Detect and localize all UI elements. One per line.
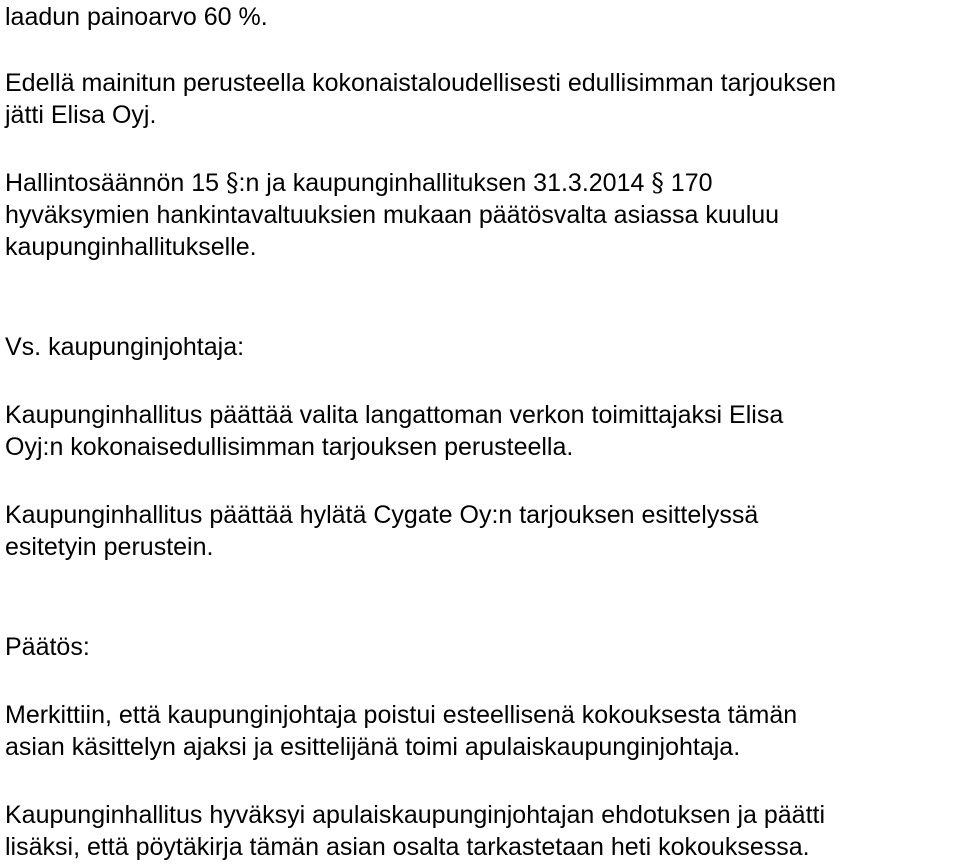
text-line: Edellä mainitun perusteella kokonaistaloudellisesti edullisimman tarjouksen	[5, 69, 837, 97]
paragraph-spacer	[5, 363, 955, 399]
text-line: lisäksi, että pöytäkirja tämän asian osalta tarkastetaan heti kokouksessa.	[5, 833, 810, 861]
text-line: Kaupunginhallitus päättää hylätä Cygate Oy:n tarjouksen esittelyssä	[5, 501, 759, 529]
paragraph-proposal-select	[5, 399, 955, 463]
heading-decision	[5, 631, 955, 663]
paragraph-spacer	[5, 33, 955, 67]
text-line: kaupunginhallitukselle.	[5, 233, 257, 261]
paragraph-spacer	[5, 131, 955, 167]
text-fragment: Hallintosäännön 15	[5, 169, 220, 197]
paragraph-weighting	[5, 1, 955, 33]
text-line: Kaupunginhallitus hyväksyi apulaiskaupunginjohtajan ehdotuksen ja päätti	[5, 801, 826, 829]
text-line: Kaupunginhallitus päättää valita langattoman verkon toimittajaksi Elisa	[5, 401, 784, 429]
document-page	[5, 1, 955, 863]
paragraph-spacer	[5, 663, 955, 699]
paragraph-winner	[5, 67, 955, 131]
text-line: esitetyin perustein.	[5, 533, 214, 561]
text-line	[5, 167, 955, 199]
text-line: laadun painoarvo 60 %.	[5, 3, 268, 31]
text-fragment: 170	[670, 169, 713, 197]
paragraph-spacer	[5, 763, 955, 799]
paragraph-authority	[5, 167, 955, 263]
text-line: jätti Elisa Oyj.	[5, 101, 157, 129]
text-line: hyväksymien hankintavaltuuksien mukaan päätösvalta asiassa kuuluu	[5, 201, 780, 229]
section-sign: §	[651, 168, 664, 197]
section-sign: §	[226, 168, 239, 197]
section-heading: Päätös:	[5, 633, 90, 661]
text-line: asian käsittelyn ajaksi ja esittelijänä toimi apulaiskaupunginjohtaja.	[5, 733, 741, 761]
paragraph-recusal	[5, 699, 955, 763]
text-fragment: :n ja kaupunginhallituksen 31.3.2014	[238, 169, 645, 197]
text-line: Merkittiin, että kaupunginjohtaja poistui esteellisenä kokouksesta tämän	[5, 701, 798, 729]
paragraph-approval	[5, 799, 955, 863]
text-line: Oyj:n kokonaisedullisimman tarjouksen perusteella.	[5, 433, 574, 461]
paragraph-spacer	[5, 263, 955, 331]
heading-proposer	[5, 331, 955, 363]
paragraph-spacer	[5, 563, 955, 631]
paragraph-proposal-reject	[5, 499, 955, 563]
paragraph-spacer	[5, 463, 955, 499]
section-heading: Vs. kaupunginjohtaja:	[5, 333, 245, 361]
